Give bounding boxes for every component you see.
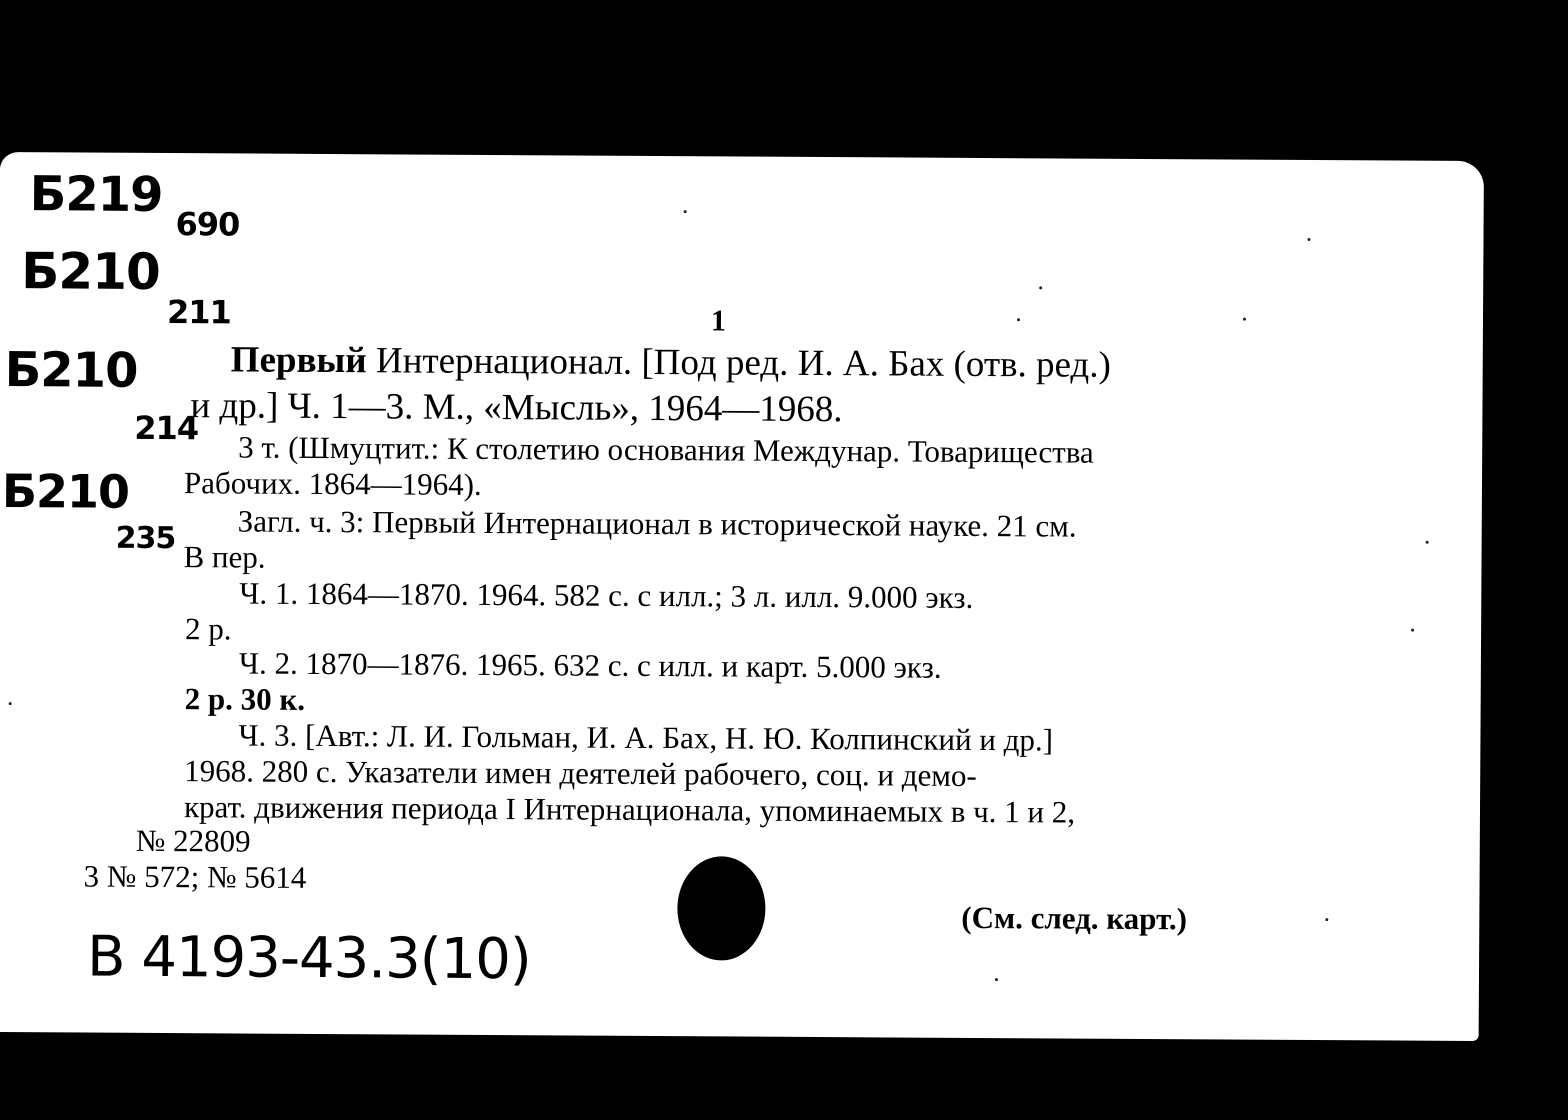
card-line-13: крат. движения периода I Интернационала, упоминаемых в ч. 1 и 2, bbox=[183, 789, 1076, 830]
card-line-6: В пер. bbox=[183, 539, 266, 575]
speck bbox=[1017, 318, 1020, 321]
speck bbox=[1426, 541, 1429, 544]
handwritten-mark-3: Б210 bbox=[4, 342, 138, 399]
speck bbox=[1325, 918, 1328, 921]
handwritten-mark-3-sub: 214 bbox=[134, 408, 199, 448]
card-line-8: 2 р. bbox=[184, 611, 232, 647]
speck bbox=[995, 978, 998, 981]
card-line-10: 2 р. 30 к. bbox=[184, 681, 306, 717]
speck bbox=[1039, 286, 1042, 289]
card-number: 1 bbox=[710, 304, 727, 338]
card-line-5: Загл. ч. 3: Первый Интернационал в исторической науке. 21 см. bbox=[237, 503, 1077, 544]
handwritten-mark-4-sub: 235 bbox=[115, 520, 176, 557]
continued-note: (См. след. карт.) bbox=[961, 899, 1188, 937]
handwritten-mark-1: Б219 bbox=[29, 166, 163, 223]
speck bbox=[684, 210, 687, 213]
speck bbox=[1411, 629, 1414, 632]
card-title-line-1: Первый Интернационал. [Под ред. И. А. Бах (отв. ред.) bbox=[230, 339, 1111, 386]
speck bbox=[9, 702, 12, 705]
punch-hole bbox=[677, 856, 766, 961]
card-line-3: 3 т. (Шмуцтит.: К столетию основания Междунар. Товарищества bbox=[238, 429, 1094, 470]
card-line-4: Рабочих. 1864—1964). bbox=[183, 465, 482, 502]
speck bbox=[1243, 318, 1246, 321]
catalog-card bbox=[0, 152, 1484, 1041]
card-title-line-1-rest: Интернационал. [Под ред. И. А. Бах (отв. ред.) bbox=[375, 340, 1111, 386]
card-line-11: Ч. 3. [Авт.: Л. И. Гольман, И. А. Бах, Н. Ю. Колпинский и др.] bbox=[238, 717, 1054, 758]
card-line-14: № 22809 bbox=[135, 822, 251, 859]
card-line-9: Ч. 2. 1870—1876. 1965. 632 с. с илл. и карт. 5.000 экз. bbox=[238, 645, 942, 685]
handwritten-bottom-mark: B 4193-43.3(10) bbox=[86, 924, 531, 993]
card-line-12: 1968. 280 с. Указатели имен деятелей рабочего, соц. и демо- bbox=[184, 753, 977, 793]
card-line-15: 3 № 572; № 5614 bbox=[83, 858, 307, 895]
handwritten-mark-2: Б210 bbox=[21, 242, 160, 301]
handwritten-mark-4: Б210 bbox=[1, 464, 130, 519]
card-title-line-2: и др.] Ч. 1—3. М., «Мысль», 1964—1968. bbox=[190, 385, 843, 431]
handwritten-mark-2-sub: 211 bbox=[166, 293, 231, 332]
speck bbox=[1307, 238, 1310, 241]
handwritten-mark-1-sub: 690 bbox=[175, 205, 240, 244]
card-line-7: Ч. 1. 1864—1870. 1964. 582 с. с илл.; 3 л. илл. 9.000 экз. bbox=[239, 575, 974, 615]
